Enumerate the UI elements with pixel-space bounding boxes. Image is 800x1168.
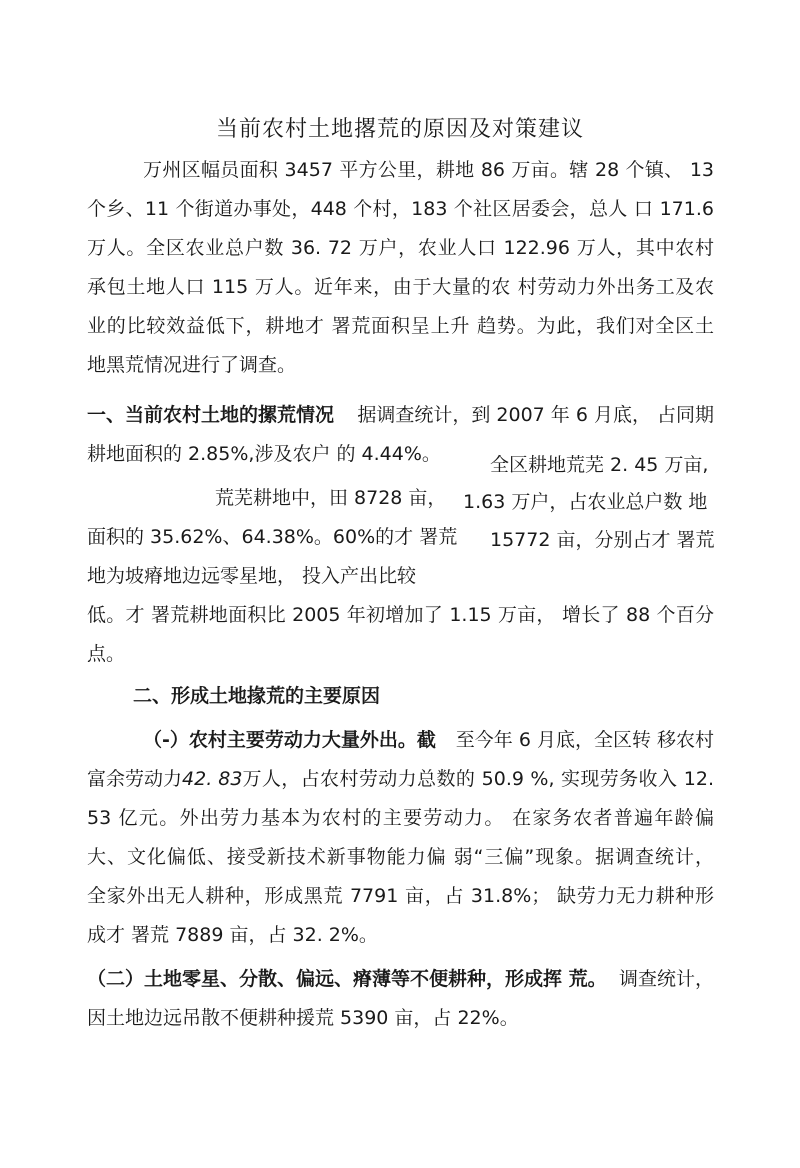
section1-right-line-3: 15772 亩，分别占才 署荒 <box>490 529 715 551</box>
section2-p1-line-2-a: 富余劳动力 <box>87 768 183 790</box>
section1-line-6: 低。才 署荒耕地面积比 2005 年初增加了 1.15 万亩， 增长了 88 个百分 <box>87 604 714 626</box>
section1-right-line-2: 1.63 万户，占农业总户数 地 <box>463 491 708 513</box>
section2-p1-line-1 <box>143 727 714 753</box>
section2-heading: 二、形成土地掾荒的主要原因 <box>133 685 381 707</box>
section2-p1-line-3: 53 亿元。外出劳力基本为农村的主要劳动力。 在家务农者普遍年龄偏 <box>87 807 714 829</box>
section1-line-5: 地为坡瘠地边远零星地， 投入产出比较 <box>87 565 417 587</box>
section2-p1-line-6: 成才 署荒 7889 亩，占 32. 2%。 <box>87 924 378 946</box>
section1-heading: 一、当前农村土地的摞荒情况 <box>87 404 335 426</box>
section2-p1-line-2-number: 42. 83 <box>182 768 243 790</box>
section1-line-4: 面积的 35.62%、64.38%。60%的才 署荒 <box>87 526 458 548</box>
section1-line-3: 荒芜耕地中，田 8728 亩， <box>215 487 447 509</box>
section2-p2-heading: （二）土地零星、分散、偏远、瘠薄等不便耕种，形成挥 荒。 <box>87 968 607 990</box>
section2-p2-line-1-text: 调查统计， <box>618 968 714 990</box>
section1-line-1-text: 据调查统计，到 2007 年 6 月底， 占同期 <box>357 404 714 426</box>
intro-line-4: 承包土地人口 115 万人。近年来，由于大量的农 村劳动力外出务工及农 <box>87 276 714 298</box>
section2-p1-heading: （-）农村主要劳动力大量外出。截 <box>143 729 436 751</box>
document-title: 当前农村土地撂荒的原因及对策建议 <box>215 117 584 142</box>
section2-p1-line-1-text: 至今年 6 月底，全区转 移农村 <box>455 729 714 751</box>
intro-line-3: 万人。全区农业总户数 36. 72 万户，农业人口 122.96 万人，其中农村 <box>87 237 714 259</box>
intro-line-2: 个乡、11 个街道办事处，448 个村，183 个社区居委会，总人 口 171.6 <box>87 198 714 220</box>
section2-p2-line-1 <box>87 966 714 992</box>
section2-p2-line-2: 因土地边远吊散不便耕种援荒 5390 亩，占 22%。 <box>87 1007 519 1029</box>
intro-line-1: 万州区幅员面积 3457 平方公里，耕地 86 万亩。辖 28 个镇、 13 <box>143 159 714 181</box>
section2-p1-line-5: 全家外出无人耕种，形成黑荒 7791 亩，占 31.8%； 缺劳力无力耕种形 <box>87 885 714 907</box>
section1-line-2: 耕地面积的 2.85%,涉及农户 的 4.44%。 <box>87 443 441 465</box>
section2-p1-line-2-b: 万人，占农村劳动力总数的 50.9 %, 实现劳务收入 12. <box>242 768 714 790</box>
intro-line-5: 业的比较效益低下，耕地才 署荒面积呈上升 趋势。为此，我们对全区土 <box>87 315 714 337</box>
section2-p1-line-4: 大、文化偏低、接受新技术新事物能力偏 弱“三偏”现象。据调查统计， <box>87 846 714 868</box>
intro-line-6: 地黑荒情况进行了调查。 <box>87 354 297 376</box>
section2-p1-line-2 <box>87 766 714 792</box>
section1-line-7: 点。 <box>87 643 126 665</box>
section1-right-line-1: 全区耕地荒芜 2. 45 万亩, <box>490 454 709 476</box>
section1-line-1 <box>87 402 714 428</box>
